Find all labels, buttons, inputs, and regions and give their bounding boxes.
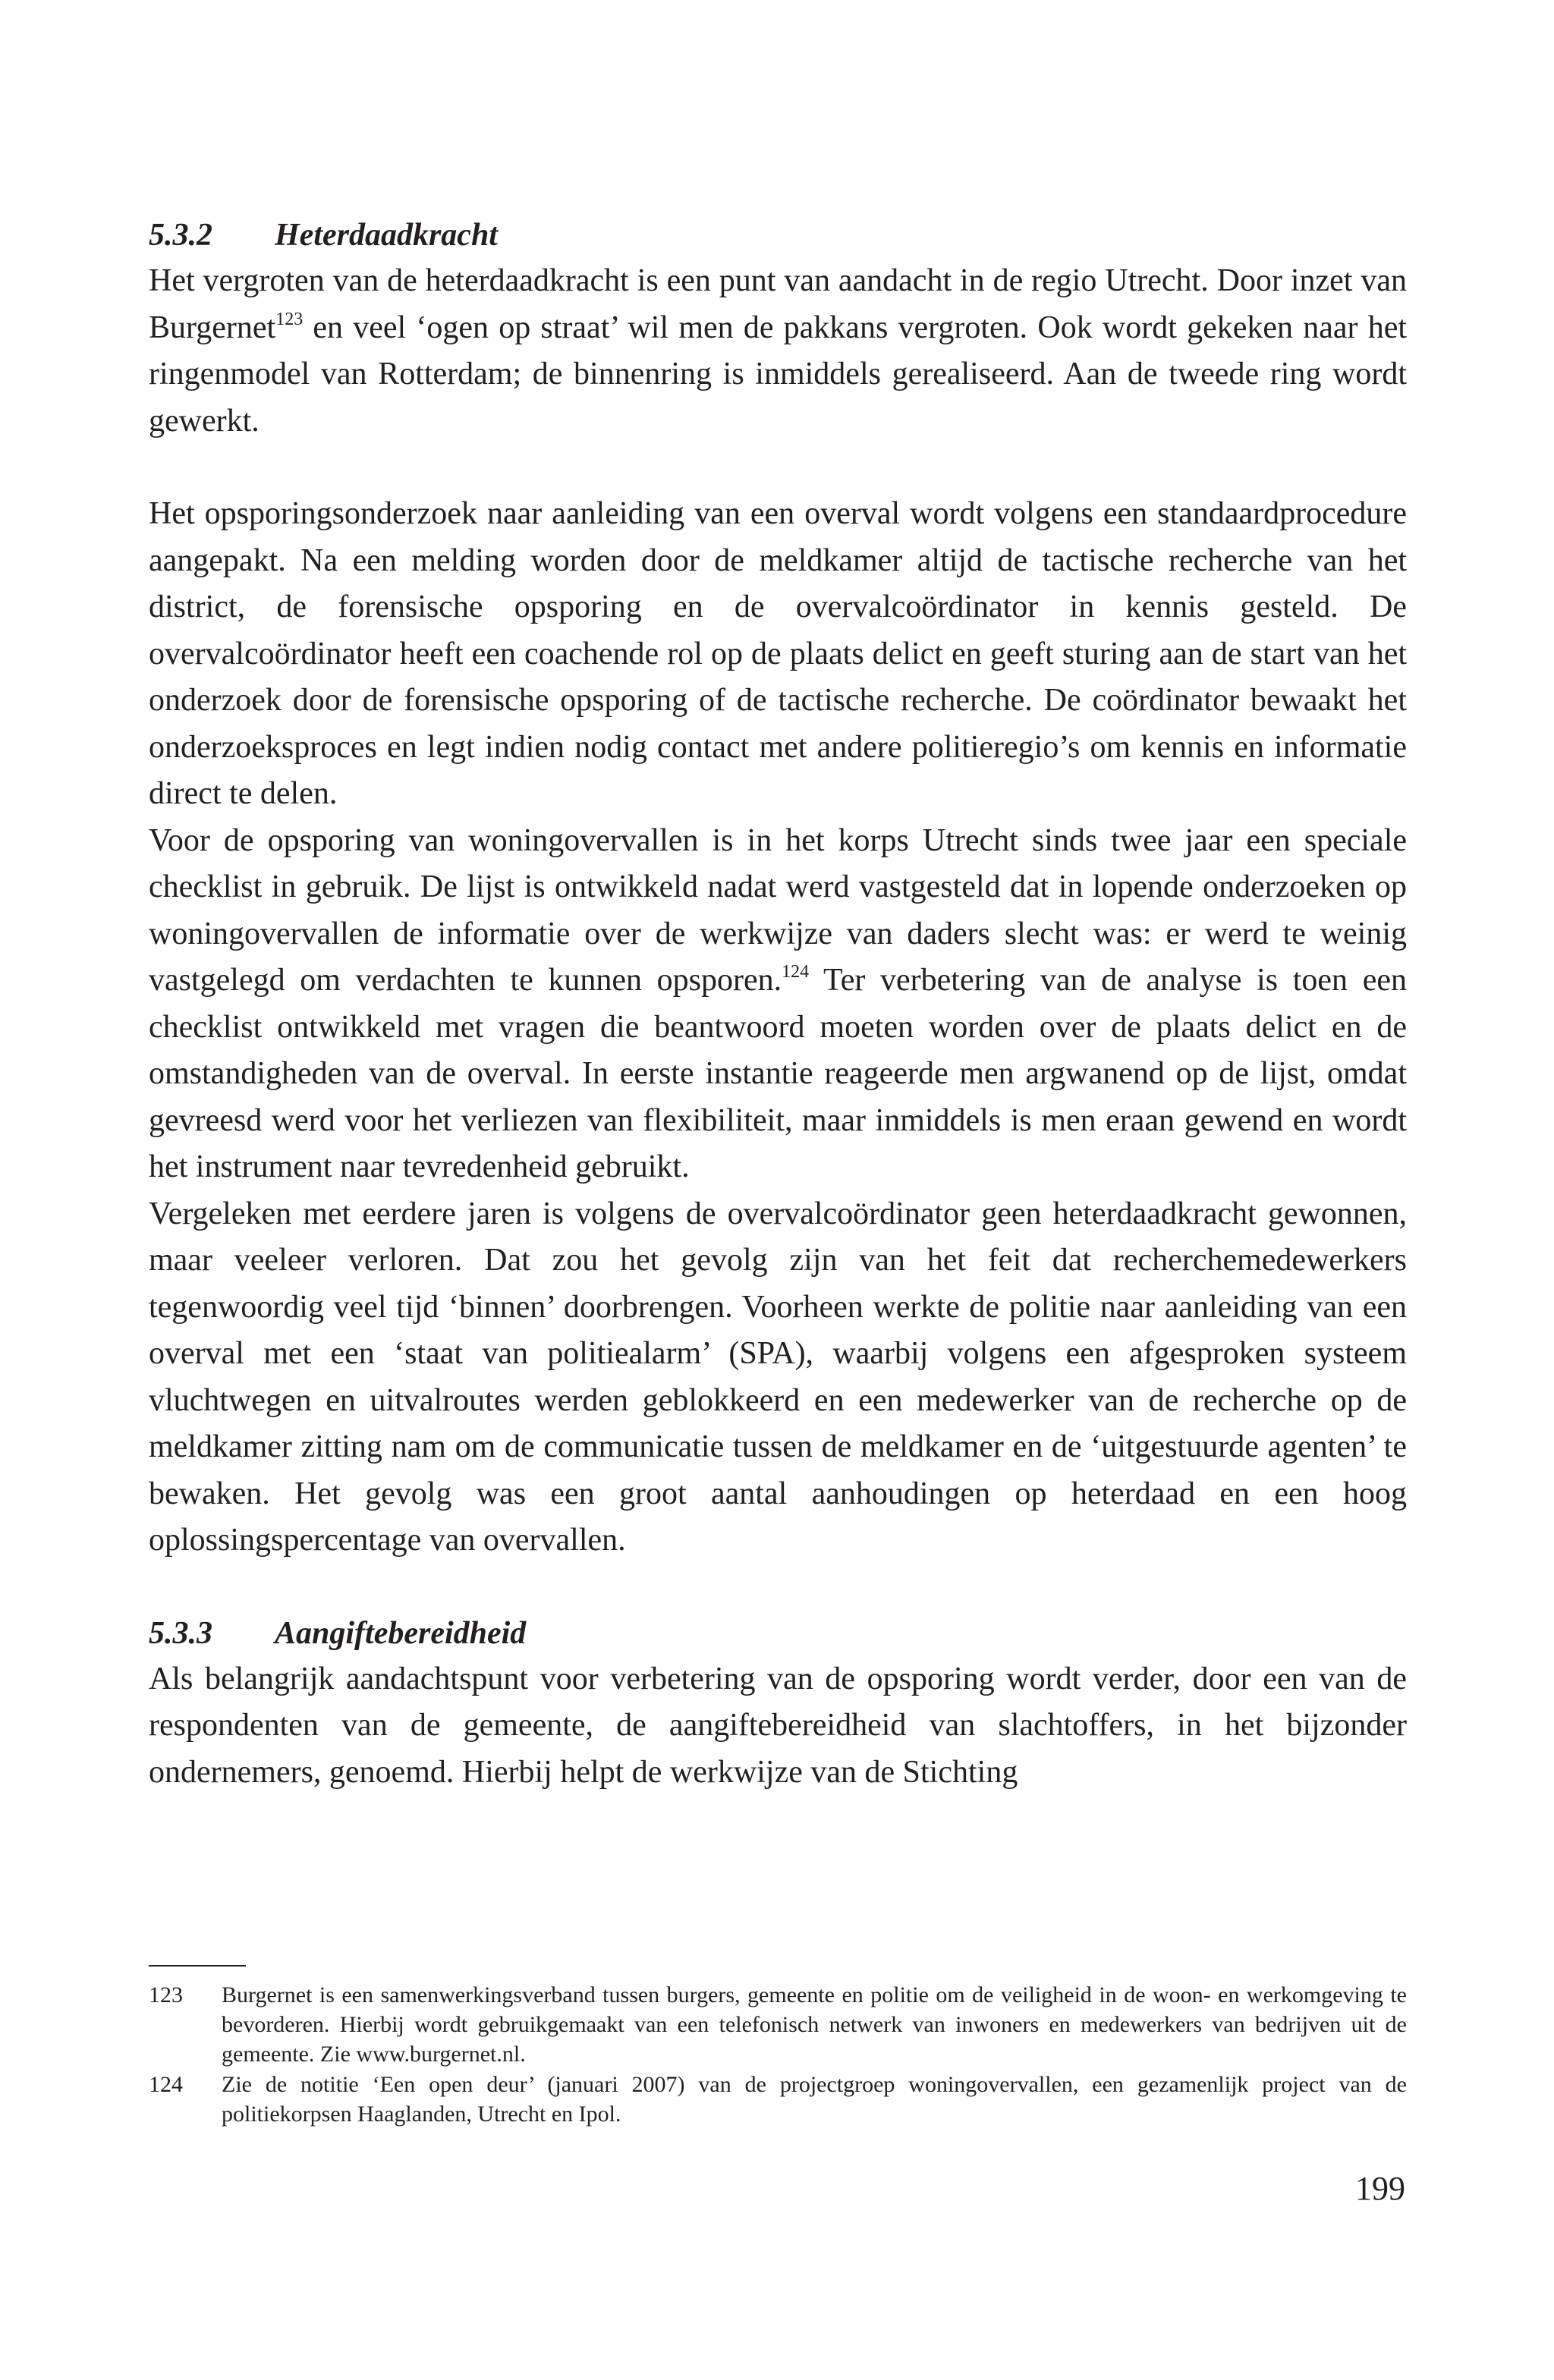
paragraph-text: en veel ‘ogen op straat’ wil men de pakkans vergroten. Ook wordt gekeken naar het ringenmodel van Rotterdam; de binnenring is inmiddels gerealiseerd. Aan de tweede ring wordt gewerkt.	[149, 310, 1407, 439]
paragraph-heterdaadkracht-intro	[149, 258, 1407, 445]
paragraph-text: Ter verbetering van de analyse is toen een checklist ontwikkeld met vragen die beantwoord moeten worden over de plaats delict en de omstandigheden van de overval. In eerste instantie reageerde men argwanend op de lijst, omdat gevreesd werd voor het verliezen van flexibiliteit, maar inmiddels is men eraan gewend en wordt het instrument naar tevredenheid gebruikt.	[149, 963, 1407, 1184]
section-number: 5.3.2	[149, 218, 212, 253]
footnote-text: Zie de notitie ‘Een open deur’ (januari 2007) van de projectgroep woningovervallen, een gezamenlijk project van de politiekorpsen Haaglanden, Utrecht en Ipol.	[222, 2072, 1407, 2127]
paragraph-heterdaadkracht-verloren: Vergeleken met eerdere jaren is volgens de overvalcoördinator geen heterdaadkracht gewonnen, maar veeleer verloren. Dat zou het gevolg zijn van het feit dat recherchemedewerkers tegenwoordig veel tijd ‘binnen’ doorbrengen. Voorheen werkte de politie naar aanleiding van een overval met een ‘staat van politiealarm’ (SPA), waarbij volgens een afgesproken systeem vluchtwegen en uitvalroutes werden geblokkeerd en een medewerker van de recherche op de meldkamer zitting nam om de communicatie tussen de meldkamer en de ‘uitgestuurde agenten’ te bewaken. Het gevolg was een groot aantal aanhoudingen op heterdaad en een hoog oplossingspercentage van overvallen.	[149, 1196, 1407, 1558]
paragraph-standaardprocedure: Het opsporingsonderzoek naar aanleiding van een overval wordt volgens een standaardprocedure aangepakt. Na een melding worden door de meldkamer altijd de tactische recherche van het district, de forensische opsporing en de overvalcoördinator in kennis gesteld. De overvalcoördinator heeft een coachende rol op de plaats delict en geeft sturing aan de start van het onderzoek door de forensische opsporing of de tactische recherche. De coördinator bewaakt het onderzoeksproces en legt indien nodig contact met andere politieregio’s om kennis en informatie direct te delen.	[149, 496, 1407, 811]
footnote-124	[149, 2070, 1407, 2129]
section-heading-5-3-2	[149, 212, 1407, 258]
footnote-number: 123	[149, 1982, 183, 2007]
paragraph-aangiftebereidheid: Als belangrijk aandachtspunt voor verbetering van de opsporing wordt verder, door een van de respondenten van de gemeente, de aangiftebereidheid van slachtoffers, in het bijzonder ondernemers, genoemd. Hierbij helpt de werkwijze van de Stichting	[149, 1661, 1407, 1790]
paragraph-checklist	[149, 818, 1407, 1191]
footnote-divider	[149, 1965, 246, 1967]
footnote-ref-123[interactable]: 123	[275, 309, 304, 329]
page-number: 199	[1355, 2170, 1405, 2207]
paragraph-text: Voor de opsporing van woningovervallen is in het korps Utrecht sinds twee jaar een speciale checklist in gebruik. De lijst is ontwikkeld nadat werd vastgesteld dat in lopende onderzoeken op woningovervallen de informatie over de werkwijze van daders slecht was: er werd te weinig vastgelegd om verdachten te kunnen opsporen.	[149, 822, 1407, 998]
footnote-123	[149, 1980, 1407, 2069]
section-title: Heterdaadkracht	[275, 218, 498, 253]
footnotes	[149, 1965, 1407, 2130]
footnote-text: Burgernet is een samenwerkingsverband tussen burgers, gemeente en politie om de veiligheid in de woon- en werkomgeving te bevorderen. Hierbij wordt gebruikgemaakt van een telefonisch netwerk van inwoners en medewerkers van bedrijven uit de gemeente. Zie www.burgernet.nl.	[222, 1982, 1407, 2067]
section-number: 5.3.3	[149, 1615, 212, 1651]
page-body	[149, 212, 1407, 1796]
paragraph-text: Het vergroten van de heterdaadkracht is een punt van aandacht in de regio Utrecht. Door inzet van Burgernet	[149, 263, 1407, 345]
section-heading-5-3-3	[149, 1611, 1407, 1656]
footnote-ref-124[interactable]: 124	[782, 962, 810, 982]
footnote-number: 124	[149, 2072, 183, 2097]
section-title: Aangiftebereidheid	[275, 1615, 527, 1651]
